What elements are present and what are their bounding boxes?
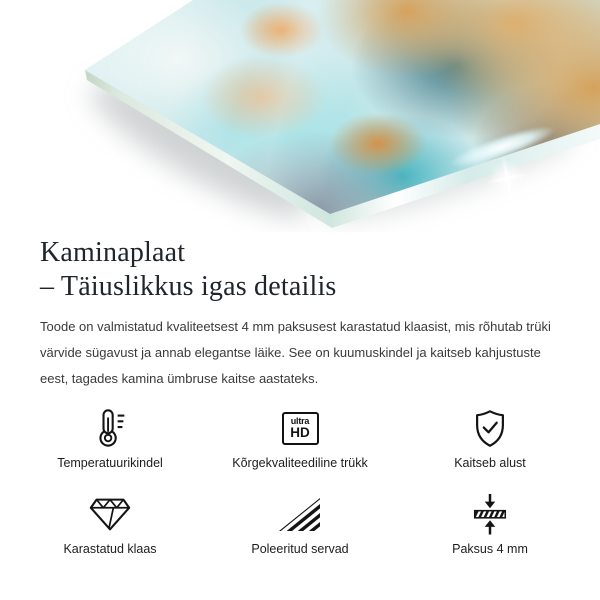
content-section — [40, 232, 572, 576]
page-title-line1: Kaminaplaat — [40, 237, 186, 268]
feature-label: Kõrgekvaliteediline trükk — [232, 456, 368, 470]
feature-tempered-glass — [15, 490, 205, 576]
ultra-hd-icon-text-bottom: HD — [290, 425, 310, 440]
shield-check-icon — [469, 406, 511, 450]
page-title — [40, 236, 572, 304]
sparkle-icon — [481, 152, 533, 204]
ultra-hd-icon-text-top: ultra — [290, 416, 310, 426]
feature-protects-base — [395, 404, 585, 490]
feature-polished-edges — [205, 490, 395, 576]
feature-temperature-resistant — [15, 404, 205, 490]
product-description: Toode on valmistatud kvaliteetsest 4 mm paksusest karastatud klaasist, mis rõhutab trüki värvide sügavust ja annab elegantse läike. See on kuumuskindel ja kaitseb kahjustuste eest, tagades kamina ümbruse kaitse aastateks. — [40, 319, 551, 386]
feature-label: Temperatuurikindel — [57, 456, 163, 470]
diamond-icon — [87, 492, 133, 536]
hero-image — [0, 0, 600, 232]
feature-label: Poleeritud servad — [251, 542, 349, 556]
feature-thickness — [395, 490, 585, 576]
features-grid — [15, 404, 585, 576]
feature-label: Paksus 4 mm — [452, 542, 528, 556]
page-title-line2: – Täiuslikkus igas detailis — [40, 271, 337, 302]
ultra-hd-icon — [282, 406, 319, 450]
thickness-icon — [469, 492, 511, 536]
feature-label: Karastatud klaas — [63, 542, 157, 556]
feature-high-quality-print — [205, 404, 395, 490]
polished-edges-icon — [278, 492, 322, 536]
feature-label: Kaitseb alust — [454, 456, 526, 470]
thermometer-icon — [89, 406, 131, 450]
